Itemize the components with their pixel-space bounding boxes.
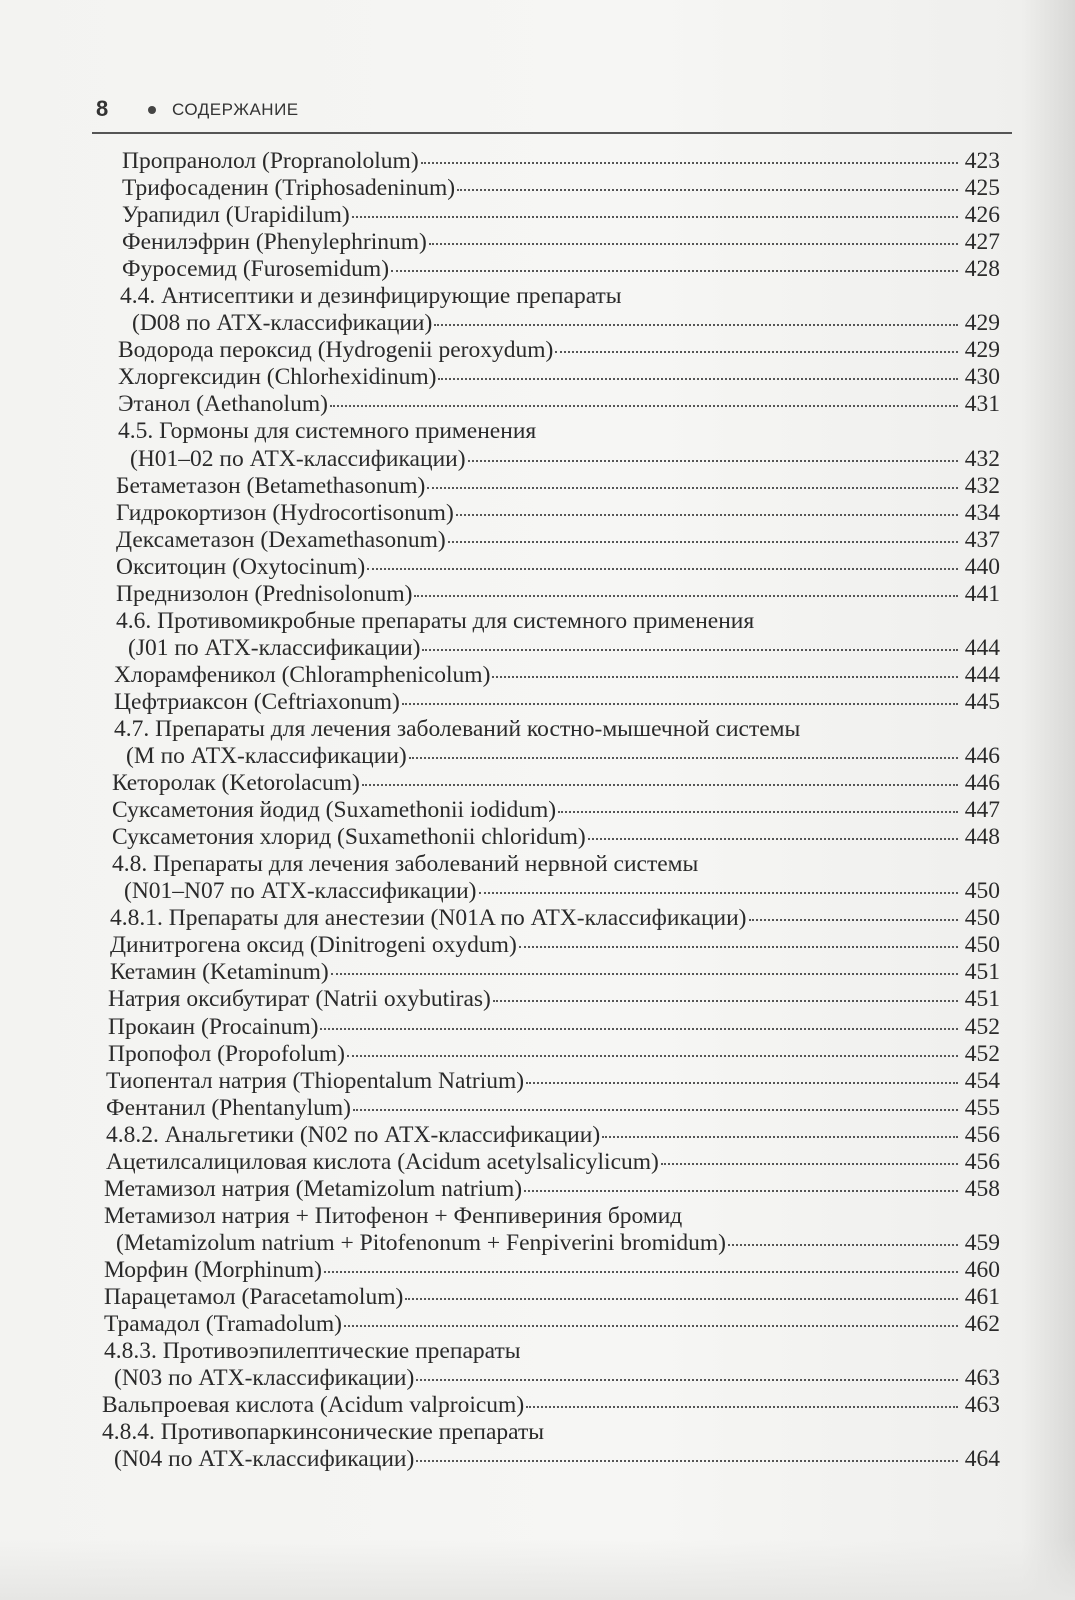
toc-entry-page: 454 [964, 1067, 1000, 1094]
toc-entry [100, 1365, 1000, 1392]
toc-entry-title: Трифосаденин (Triphosadeninum) [122, 175, 456, 202]
toc-entry-page: 452 [964, 1013, 1000, 1040]
dot-leader [367, 568, 958, 570]
toc-entry-page: 428 [964, 256, 1000, 283]
toc-entry-page: 445 [964, 688, 1000, 715]
dot-leader [352, 216, 958, 218]
toc-entry [100, 148, 1000, 175]
toc-entry [100, 635, 1000, 662]
dot-leader [405, 1298, 958, 1300]
dot-leader [526, 1082, 958, 1084]
toc-entry [100, 797, 1000, 824]
toc-entry-title: Суксаметония йодид (Suxamethonii iodidum) [112, 797, 557, 824]
toc-entry-page: 446 [964, 743, 1000, 770]
toc-entry [100, 1068, 1000, 1095]
dot-leader [602, 1136, 958, 1138]
toc-entry [100, 337, 1000, 364]
dot-leader [457, 189, 958, 191]
toc-entry-title: Дексаметазон (Dexamethasonum) [116, 526, 446, 553]
toc-entry [100, 1392, 1000, 1419]
toc-entry [100, 932, 1000, 959]
toc-entry-page: 450 [964, 932, 1000, 959]
toc-entry-page: 450 [964, 878, 1000, 905]
dot-leader [416, 1460, 958, 1462]
toc-entry-title: Трамадол (Tramadolum) [104, 1311, 342, 1338]
running-header [92, 96, 1012, 128]
toc-entry [100, 878, 1000, 905]
toc-entry-page: 451 [964, 959, 1000, 986]
toc-entry-title: (Metamizolum natrium + Pitofenonum + Fenpiverini bromidum) [116, 1229, 727, 1256]
toc-entry-page: 441 [964, 580, 1000, 607]
toc-entry-title: Прокаин (Procainum) [108, 1013, 319, 1040]
toc-entry-page: 448 [964, 824, 1000, 851]
toc-entry-page: 456 [964, 1121, 1000, 1148]
toc-entry-title: 4.8.4. Противопаркинсонические препараты [102, 1419, 545, 1446]
toc-entry-page: 459 [964, 1229, 1000, 1256]
dot-leader [492, 676, 958, 678]
toc-entry [100, 229, 1000, 256]
toc-entry [100, 1095, 1000, 1122]
toc-entry-page: 444 [964, 634, 1000, 661]
toc-entry-title: Натрия оксибутират (Natrii oxybutiras) [108, 986, 491, 1013]
section-title: СОДЕРЖАНИЕ [172, 100, 299, 119]
dot-leader [391, 270, 958, 272]
dot-leader [749, 919, 959, 921]
toc-entry [100, 986, 1000, 1013]
toc-entry [100, 256, 1000, 283]
toc-entry [100, 662, 1000, 689]
toc-entry-page: 440 [964, 553, 1000, 580]
toc-entry-page: 456 [964, 1148, 1000, 1175]
toc-entry-title: (D08 по АТХ-классификации) [132, 310, 433, 337]
toc-entry-title: Хлорамфеникол (Chloramphenicolum) [114, 661, 491, 688]
dot-leader [320, 1028, 958, 1030]
toc-entry [100, 391, 1000, 418]
toc-entry-page: 460 [964, 1256, 1000, 1283]
toc-entry-title: Урапидил (Urapidilum) [122, 202, 350, 229]
toc-entry-title: 4.8.3. Противоэпилептические препараты [104, 1338, 521, 1365]
toc-entry-page: 455 [964, 1094, 1000, 1121]
dot-leader [493, 1000, 958, 1002]
toc-entry [100, 1446, 1000, 1473]
toc-entry-title: Динитрогена оксид (Dinitrogeni oxydum) [110, 932, 517, 959]
dot-leader [331, 973, 958, 975]
toc-entry-title: 4.8.1. Препараты для анестезии (N01A по АТХ-классификации) [110, 905, 747, 932]
dot-leader [427, 487, 958, 489]
toc-entry-page: 437 [964, 526, 1000, 553]
header-rule [92, 132, 1012, 134]
dot-leader [434, 324, 958, 326]
toc-entry-title: Кетамин (Ketaminum) [110, 959, 329, 986]
toc-entry [100, 851, 1000, 878]
dot-leader [330, 405, 958, 407]
toc-entry-title: Пропранолол (Propranololum) [122, 148, 419, 174]
toc-entry [100, 1338, 1000, 1365]
toc-entry-page: 452 [964, 1040, 1000, 1067]
toc-entry [100, 1041, 1000, 1068]
dot-leader [524, 1190, 958, 1192]
toc-entry [100, 1257, 1000, 1284]
toc-entry [100, 1176, 1000, 1203]
dot-leader [353, 1109, 958, 1111]
toc-entry-title: Преднизолон (Prednisolonum) [116, 580, 413, 607]
toc-entry [100, 418, 1000, 445]
toc-entry [100, 473, 1000, 500]
toc-entry-title: (N03 по АТХ-классификации) [114, 1365, 415, 1392]
toc-entry [100, 1014, 1000, 1041]
toc-entry-page: 432 [964, 472, 1000, 499]
toc-entry [100, 1311, 1000, 1338]
toc-entry [100, 1149, 1000, 1176]
toc-entry-page: 447 [964, 797, 1000, 824]
toc-entry-title: (J01 по АТХ-классификации) [128, 634, 421, 661]
toc-entry-page: 427 [964, 229, 1000, 256]
toc-entry-title: Фентанил (Phentanylum) [106, 1094, 351, 1121]
page-number: 8 [96, 96, 109, 121]
toc-entry [100, 364, 1000, 391]
toc-entry-title: Водорода пероксид (Hydrogenii peroxydum) [118, 337, 554, 364]
toc-entry-page: 446 [964, 770, 1000, 797]
dot-leader [519, 946, 958, 948]
toc-entry-title: 4.4. Антисептики и дезинфицирующие препараты [120, 283, 622, 310]
toc-entry-title: Окситоцин (Oxytocinum) [116, 553, 366, 580]
toc-entry-page: 430 [964, 364, 1000, 391]
toc-entry [100, 770, 1000, 797]
toc-entry-title: Тиопентал натрия (Thiopentalum Natrium) [106, 1067, 525, 1094]
toc-entry-title: Морфин (Morphinum) [104, 1256, 322, 1283]
toc-entry [100, 1203, 1000, 1230]
dot-leader [414, 595, 958, 597]
toc-entry-page: 426 [964, 202, 1000, 229]
toc-entry-page: 463 [964, 1365, 1000, 1392]
toc-entry [100, 1122, 1000, 1149]
toc-entry-title: Фенилэфрин (Phenylephrinum) [122, 229, 427, 256]
toc-entry-title: (N04 по АТХ-классификации) [114, 1446, 415, 1473]
bullet-icon [148, 106, 156, 114]
dot-leader [526, 1406, 958, 1408]
toc-entry-title: 4.8. Препараты для лечения заболеваний нервной системы [112, 851, 699, 878]
toc-entry-page: 432 [964, 445, 1000, 472]
toc-entry-title: Ацетилсалициловая кислота (Acidum acetylsalicylicum) [106, 1148, 659, 1175]
toc-entry-page: 461 [964, 1283, 1000, 1310]
toc-entry-title: (M по АТХ-классификации) [126, 743, 407, 770]
dot-leader [468, 460, 958, 462]
toc-entry-page: 423 [964, 148, 1000, 174]
dot-leader [409, 757, 958, 759]
toc-entry-page: 451 [964, 986, 1000, 1013]
toc-entry-page: 450 [964, 905, 1000, 932]
toc-entry-title: Суксаметония хлорид (Suxamethonii chloridum) [112, 824, 586, 851]
toc-entry [100, 689, 1000, 716]
toc-entry-page: 458 [964, 1175, 1000, 1202]
toc-entry-title: 4.7. Препараты для лечения заболеваний костно-мышечной системы [114, 715, 801, 742]
dot-leader [422, 649, 958, 651]
toc-entry-page: 429 [964, 310, 1000, 337]
toc-entry [100, 959, 1000, 986]
dot-leader [456, 514, 958, 516]
toc-entry-page: 434 [964, 499, 1000, 526]
toc-entry-title: Гидрокортизон (Hydrocortisonum) [116, 499, 454, 526]
toc-entry-page: 444 [964, 661, 1000, 688]
toc-entry [100, 283, 1000, 310]
toc-entry [100, 446, 1000, 473]
toc-entry-title: (N01–N07 по АТХ-классификации) [124, 878, 477, 905]
dot-leader [728, 1244, 958, 1246]
toc-entry [100, 1419, 1000, 1446]
toc-entry-page: 429 [964, 337, 1000, 364]
dot-leader [479, 892, 958, 894]
toc-entry [100, 500, 1000, 527]
toc-entry-title: (H01–02 по АТХ-классификации) [130, 445, 466, 472]
dot-leader [324, 1271, 958, 1273]
dot-leader [416, 1379, 958, 1381]
toc-entry-page: 431 [964, 391, 1000, 418]
toc-entry [100, 824, 1000, 851]
toc-entry [100, 202, 1000, 229]
toc-entry-title: 4.5. Гормоны для системного применения [118, 418, 537, 445]
toc-entry [100, 175, 1000, 202]
toc-entry [100, 716, 1000, 743]
dot-leader [555, 351, 958, 353]
toc-entry [100, 1284, 1000, 1311]
toc-entry-title: Метамизол натрия + Питофенон + Фенпивериния бромид [104, 1202, 683, 1229]
dot-leader [402, 703, 958, 705]
toc-entry [100, 743, 1000, 770]
page-bottom-shadow [0, 1540, 1075, 1600]
dot-leader [438, 378, 958, 380]
toc-entry [100, 1230, 1000, 1257]
dot-leader [661, 1163, 958, 1165]
toc-entry [100, 310, 1000, 337]
dot-leader [448, 541, 958, 543]
toc-entry-title: Парацетамол (Paracetamolum) [104, 1283, 404, 1310]
toc-entry-title: Фуросемид (Furosemidum) [122, 256, 390, 283]
toc-entry-title: Бетаметазон (Betamethasonum) [116, 472, 426, 499]
toc-entry-title: 4.6. Противомикробные препараты для системного применения [116, 607, 755, 634]
toc-entry-title: 4.8.2. Анальгетики (N02 по АТХ-классификации) [106, 1121, 601, 1148]
toc-entry-title: Вальпроевая кислота (Acidum valproicum) [102, 1392, 525, 1419]
dot-leader [429, 243, 958, 245]
toc-entry [100, 608, 1000, 635]
toc-entry-page: 464 [964, 1446, 1000, 1473]
toc-entry-page: 463 [964, 1392, 1000, 1419]
table-of-contents [100, 148, 1000, 1473]
dot-leader [588, 838, 958, 840]
toc-entry-page: 425 [964, 175, 1000, 202]
toc-entry-title: Цефтриаксон (Ceftriaxonum) [114, 688, 400, 715]
toc-entry-title: Кеторолак (Ketorolacum) [112, 770, 360, 797]
toc-entry-page: 462 [964, 1311, 1000, 1338]
dot-leader [558, 811, 958, 813]
toc-entry-title: Хлоргексидин (Chlorhexidinum) [118, 364, 437, 391]
dot-leader [421, 162, 958, 164]
dot-leader [347, 1055, 958, 1057]
dot-leader [344, 1325, 958, 1327]
toc-entry-title: Этанол (Aethanolum) [118, 391, 328, 418]
toc-entry [100, 581, 1000, 608]
toc-entry-title: Метамизол натрия (Metamizolum natrium) [104, 1175, 523, 1202]
toc-entry [100, 554, 1000, 581]
toc-entry [100, 527, 1000, 554]
toc-entry [100, 905, 1000, 932]
dot-leader [362, 784, 958, 786]
toc-entry-title: Пропофол (Propofolum) [108, 1040, 345, 1067]
